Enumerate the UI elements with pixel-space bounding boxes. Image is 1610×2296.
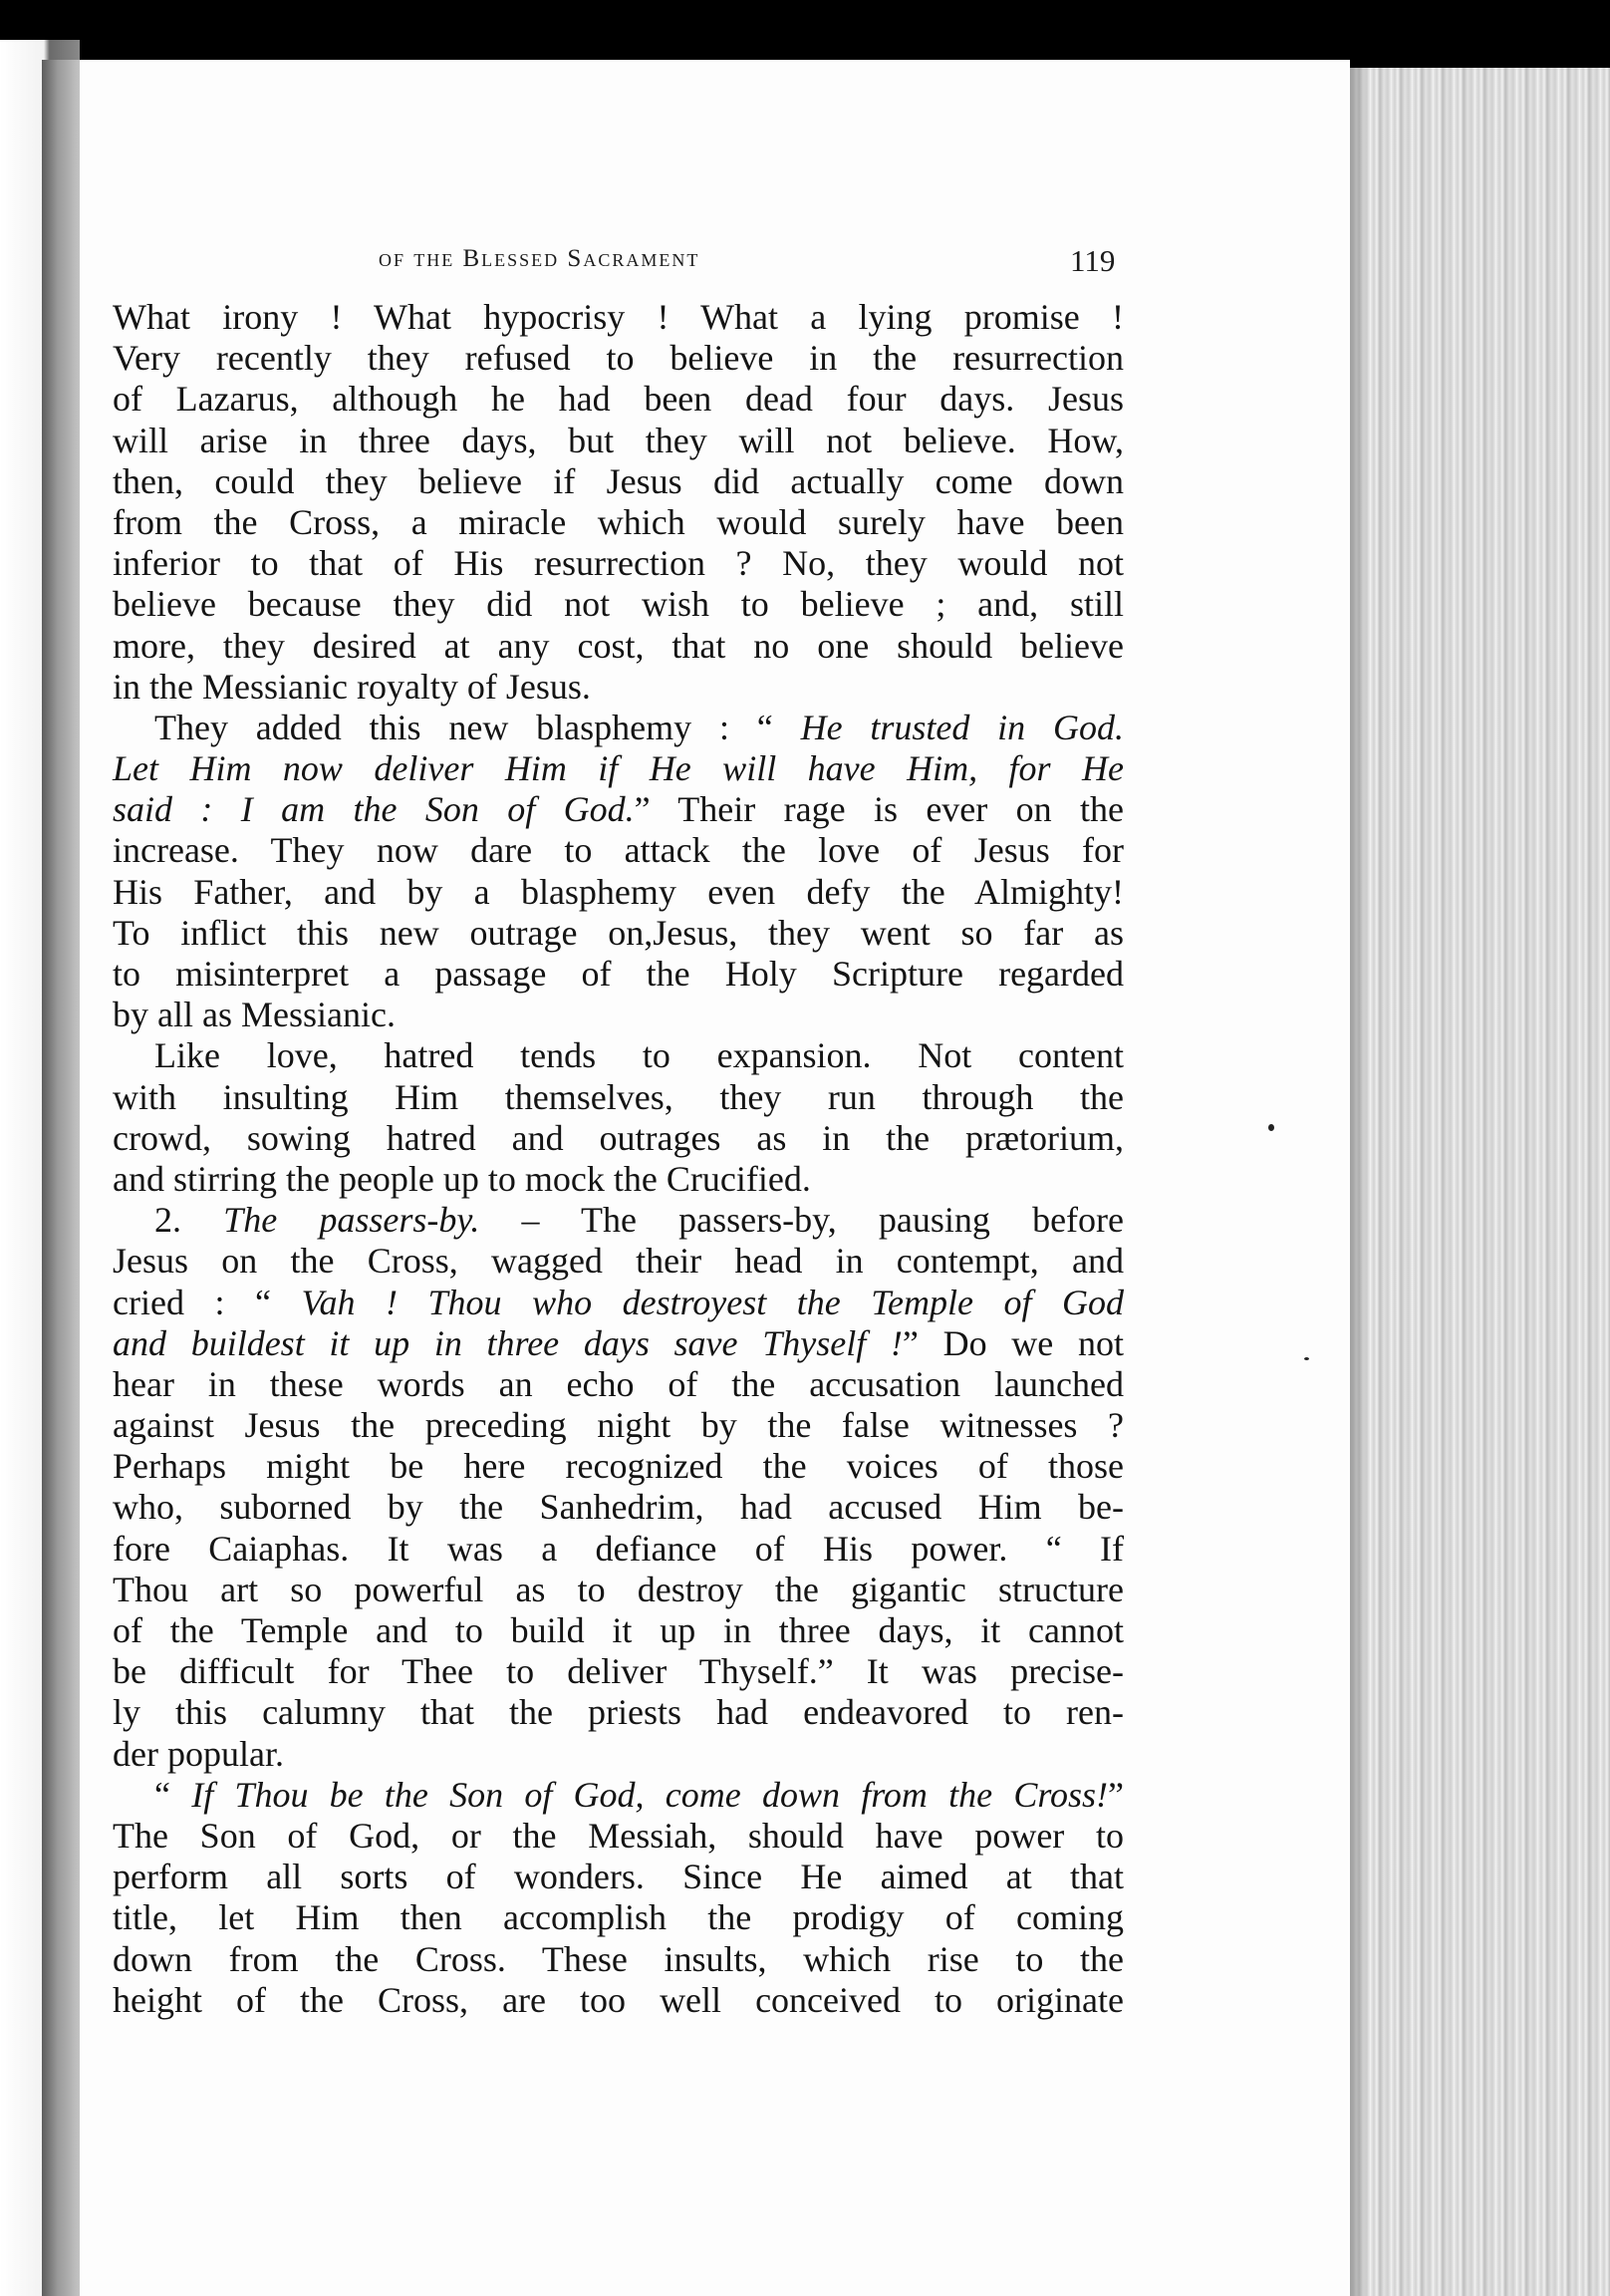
text-line <box>113 789 1124 830</box>
line-text: with insulting Him themselves, they run through the <box>113 1076 1124 1117</box>
text-line <box>113 1364 1124 1405</box>
text-line <box>113 1651 1124 1692</box>
line-text: “ <box>154 1774 192 1815</box>
page-number: 119 <box>1070 243 1116 278</box>
text-line <box>113 708 1124 748</box>
line-text: Perhaps might be here recognized the voices of those <box>113 1446 1124 1487</box>
line-text: to misinterpret a passage of the Holy Scripture regarded <box>113 954 1124 994</box>
line-text: by all as Messianic. <box>113 995 396 1035</box>
italic-text: The passers-by. <box>223 1200 480 1241</box>
line-text: To inflict this new outrage on,Jesus, they went so far as <box>113 912 1124 953</box>
line-text: What irony ! What hypocrisy ! What a lying promise ! <box>113 297 1124 337</box>
italic-text: He trusted in God. <box>800 707 1124 747</box>
body-text <box>113 297 1124 2021</box>
text-line <box>113 1118 1124 1159</box>
line-text: hear in these words an echo of the accusation launched <box>113 1363 1124 1404</box>
line-text: perform all sorts of wonders. Since He aimed at that <box>113 1857 1124 1897</box>
line-text: They added this new blasphemy : “ <box>154 707 801 747</box>
line-text: then, could they believe if Jesus did actually come down <box>113 460 1124 501</box>
line-text: ” <box>1108 1774 1124 1815</box>
line-text: in the Messianic royalty of Jesus. <box>113 666 591 707</box>
speck <box>1268 1124 1274 1131</box>
text-line <box>113 1692 1124 1733</box>
text-line <box>113 543 1124 584</box>
line-text: height of the Cross, are too well conceived to originate <box>113 1979 1124 2020</box>
line-text: ” Do we not <box>902 1322 1124 1363</box>
line-text: of Lazarus, although he had been dead four days. Jesus <box>113 379 1124 420</box>
italic-text: Let Him now deliver Him if He will have Him, for He <box>113 748 1124 789</box>
text-line <box>113 1241 1124 1282</box>
line-text: der popular. <box>113 1733 284 1774</box>
page-edges-shadow <box>1350 68 1368 2296</box>
text-line <box>113 667 1124 708</box>
text-line <box>113 1570 1124 1610</box>
line-text: who, suborned by the Sanhedrim, had accused Him be- <box>113 1487 1124 1528</box>
line-text: Like love, hatred tends to expansion. Not content <box>154 1035 1124 1076</box>
text-line <box>113 1734 1124 1775</box>
line-text: of the Temple and to build it up in three days, it cannot <box>113 1610 1124 1650</box>
line-text: believe because they did not wish to believe ; and, still <box>113 584 1124 625</box>
text-line <box>113 1775 1124 1816</box>
line-text: from the Cross, a miracle which would surely have been <box>113 501 1124 542</box>
text-line <box>113 1980 1124 2021</box>
text-line <box>113 913 1124 954</box>
text-line <box>113 626 1124 667</box>
line-text: ly this calumny that the priests had endeavored to ren- <box>113 1692 1124 1733</box>
line-text: crowd, sowing hatred and outrages as in the prætorium, <box>113 1117 1124 1158</box>
text-line <box>113 830 1124 871</box>
text-line <box>113 954 1124 995</box>
text-line <box>113 748 1124 789</box>
text-line <box>113 1159 1124 1200</box>
text-line <box>113 461 1124 502</box>
text-line <box>113 1857 1124 1897</box>
line-text: title, let Him then accomplish the prodigy of coming <box>113 1897 1124 1938</box>
line-text: Jesus on the Cross, wagged their head in contempt, and <box>113 1241 1124 1282</box>
running-head: of the Blessed Sacrament <box>379 245 700 272</box>
text-line <box>113 297 1124 338</box>
line-text: more, they desired at any cost, that no one should believe <box>113 625 1124 666</box>
text-line <box>113 1939 1124 1980</box>
line-text: cried : “ <box>113 1282 302 1322</box>
gutter-shadow <box>42 60 82 2296</box>
line-text: down from the Cross. These insults, which rise to the <box>113 1938 1124 1979</box>
text-line <box>113 872 1124 913</box>
line-text: ” Their rage is ever on the <box>634 789 1125 830</box>
text-line <box>113 1035 1124 1076</box>
text-line <box>113 584 1124 625</box>
text-line <box>113 1487 1124 1528</box>
text-line <box>113 379 1124 420</box>
line-text: – The passers-by, pausing before <box>479 1200 1125 1241</box>
text-line <box>113 1897 1124 1938</box>
text-line <box>113 1529 1124 1570</box>
line-text: Very recently they refused to believe in the resurrection <box>113 338 1124 379</box>
line-text: inferior to that of His resurrection ? No, they would not <box>113 543 1124 584</box>
page-edges <box>1350 68 1610 2296</box>
text-line <box>113 1283 1124 1323</box>
line-text: Thou art so powerful as to destroy the gigantic structure <box>113 1569 1124 1609</box>
line-text: fore Caiaphas. It was a defiance of His power. “ If <box>113 1528 1124 1569</box>
line-text: against Jesus the preceding night by the false witnesses ? <box>113 1405 1124 1446</box>
line-text: and stirring the people up to mock the Crucified. <box>113 1158 811 1199</box>
italic-text: said : I am the Son of God. <box>113 789 635 830</box>
text-line <box>113 1816 1124 1857</box>
line-text: 2. <box>154 1200 224 1241</box>
text-line <box>113 1323 1124 1364</box>
line-text: will arise in three days, but they will not believe. How, <box>113 420 1124 460</box>
line-text: be difficult for Thee to deliver Thyself.” It was precise- <box>113 1651 1124 1692</box>
text-line <box>113 995 1124 1035</box>
text-line <box>113 1446 1124 1487</box>
line-text: The Son of God, or the Messiah, should have power to <box>113 1815 1124 1856</box>
text-line <box>113 1405 1124 1446</box>
line-text: increase. They now dare to attack the love of Jesus for <box>113 830 1124 871</box>
text-line <box>113 338 1124 379</box>
italic-text: If Thou be the Son of God, come down from the Cross! <box>191 1774 1109 1815</box>
line-text: His Father, and by a blasphemy even defy the Almighty! <box>113 871 1124 912</box>
italic-text: Vah ! Thou who destroyest the Temple of God <box>301 1282 1124 1322</box>
text-line <box>113 502 1124 543</box>
italic-text: and buildest it up in three days save Thyself ! <box>113 1322 903 1363</box>
text-line <box>113 421 1124 461</box>
text-line <box>113 1077 1124 1118</box>
text-line <box>113 1610 1124 1651</box>
text-line <box>113 1200 1124 1241</box>
speck <box>1304 1357 1309 1360</box>
